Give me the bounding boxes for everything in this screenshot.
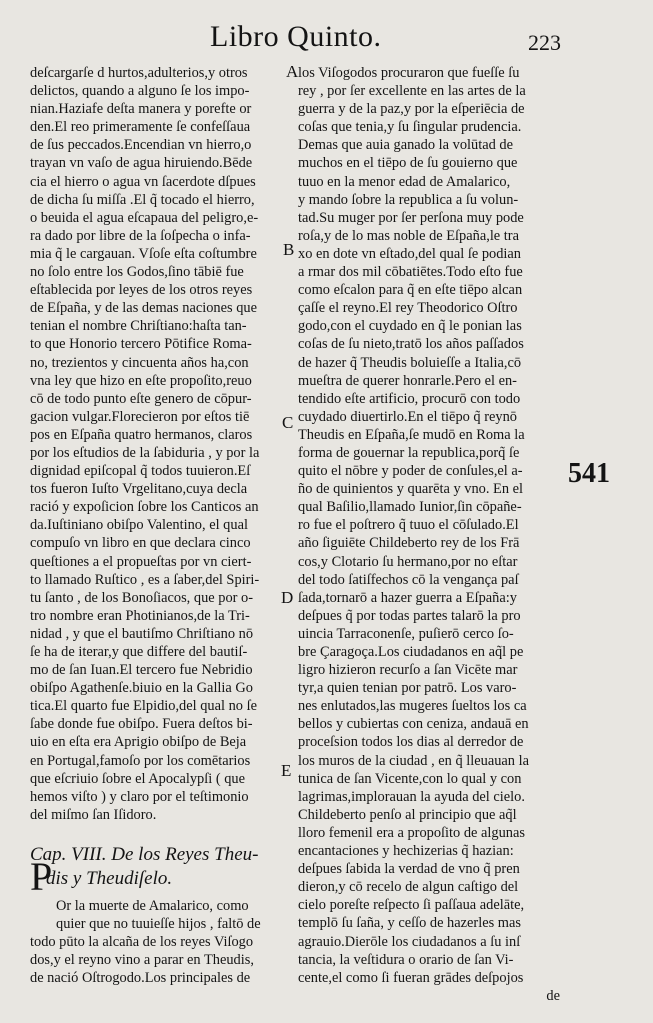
text-line: de Eſpaña, y de las demas naciones que	[30, 300, 257, 317]
text-line: de hazer q̃ Theudis boluieſſe a Italia,cō	[298, 354, 522, 371]
text-line: xo en dote vn eſtado,del qual ſe podian	[298, 245, 521, 262]
page-number: 223	[528, 30, 561, 55]
text-line: cia el hierro o agua vn ſacerdote dſpues	[30, 173, 256, 190]
text-line: cente,el como ſi fueran grādes deſpojos	[298, 969, 524, 986]
text-line: los muros de la ciudad , en q̃ lleuauan la	[298, 752, 529, 769]
text-line: vna ley que hizo en eſte propoſito,reuo	[30, 372, 252, 389]
text-line: Demas que auia ganado la volūtad de	[298, 137, 513, 154]
text-line: tunica de ſan Vicente,con lo qual y con	[298, 770, 522, 787]
text-line: coſas que tenia,y ſu ſingular prudencia.	[298, 119, 522, 136]
text-line: ligro hizieron recurſo a ſan Vicēte mar	[298, 662, 518, 679]
text-line: quito el nōbre y poder de conſules,el a-	[298, 463, 523, 480]
text-line: bre Çaragoça.Los ciudadanos en aq̃l pe	[298, 644, 524, 660]
text-line: tad.Su muger por ſer perſona muy pode	[298, 209, 524, 226]
text-line: rey , por ſer excellente en las artes de la	[298, 83, 526, 100]
text-line: hemos viſto ) y claro por el teſtimonio	[30, 788, 249, 805]
text-line: tos fueron Iuſto Vrgelitano,cuya decla	[30, 481, 248, 498]
left-column-text-bottom	[30, 897, 280, 987]
text-line: coſas de ſu nieto,tratō los años paſſados	[298, 336, 524, 353]
margin-letter-c: C	[282, 413, 294, 432]
text-line: nes enlutados,las mugeres ſueltos los ca	[298, 698, 527, 715]
right-column	[298, 64, 560, 1005]
text-line: de nació Oſtrogodo.Los principales de	[30, 970, 251, 987]
text-line: los Viſogodos procuraron que fueſſe ſu	[298, 65, 520, 81]
text-line: y mando ſobre la republica a ſu volun-	[298, 191, 519, 208]
text-line: del miſmo ſan Iſidoro.	[30, 806, 157, 823]
chapter-heading-line: Cap. VIII. De los Reyes Theu-	[30, 843, 259, 865]
text-line: Or la muerte de Amalarico, como	[56, 897, 249, 914]
margin-letter-d: D	[281, 588, 294, 607]
text-line: dignidad epiſcopal q̃ todos tuuieron.Eſ	[30, 463, 251, 480]
text-line: delictos, quando a alguno ſe los impo-	[30, 83, 250, 100]
text-line: ſe ha de iterar,y que differe del bautiſ-	[30, 644, 248, 660]
text-line: ſabe donde fue obiſpo. Fuera deſtos bi-	[30, 716, 253, 733]
text-line: deſpues q̃ por todas partes talarō la pro	[298, 607, 521, 624]
text-line: templō ſu ſaña, y ceſſo de hazerles mas	[298, 915, 521, 932]
text-line: dos,y el reyno vino a parar en Theudis,	[30, 952, 254, 969]
text-line: mo de ſan Iuan.El tercero fue Nebridio	[30, 662, 253, 679]
text-line: dieron,y cō recelo de algun caſtigo del	[298, 879, 519, 896]
text-line: no, trezientos y cincuenta años ha,con	[30, 354, 249, 371]
text-line: proceſsion todos los dias al derredor de	[298, 734, 524, 751]
text-line: tuuo en la menor edad de Amalarico,	[298, 173, 511, 190]
text-line: to que Honorio tercero Pōtifice Roma-	[30, 336, 252, 353]
running-header: Libro Quinto.	[210, 20, 382, 53]
text-line: no ſolo entre los Godos,ſino tābiē fue	[30, 264, 244, 281]
text-line: cuydado diuertirlo.En el tiēpo q̃ reynō	[298, 408, 517, 425]
text-line: como eſcalon para q̃ en eſte tiēpo alcan	[298, 282, 523, 299]
text-line: forma de gouernar la republica,porq̃ ſe	[298, 444, 520, 461]
text-line: tendido eſte artificio, procurō con todo	[298, 390, 521, 407]
text-line: ño de quinientos y quarēta y vno. En el	[298, 481, 524, 498]
text-line: mueſtra de querer honrarle.Pero el en-	[298, 372, 517, 389]
text-line: qual Baſilio,llamado Iunior,ſin cōpañe-	[298, 499, 522, 516]
text-line: uincia Tarraconenſe, puſierō cerco ſo-	[298, 625, 514, 642]
text-line: tu ſanto , de los Bonoſiacos, que por o-	[30, 589, 254, 606]
text-line: den.El reo primeramente ſe confeſſaua	[30, 119, 251, 136]
text-line: muchos en el tiēpo de ſu gouierno que	[298, 155, 518, 172]
text-line: de	[546, 987, 560, 1004]
margin-year-number: 541	[568, 458, 610, 489]
text-line: quier que no tuuieſſe hijos , faltō de	[56, 916, 261, 933]
drop-initial-letter: P	[30, 854, 53, 899]
text-line: de dicha ſu miſſa .El q̃ tocado el hierro,	[30, 191, 255, 208]
text-line: que eſcriuio ſobre el Apocalypſi ( que	[30, 770, 245, 787]
text-line: çaſſe el reyno.El rey Theodorico Oſtro	[298, 300, 518, 317]
margin-letter-e: E	[281, 761, 292, 780]
text-line: da.Iuſtiniano obiſpo Valentino, el qual	[30, 517, 248, 534]
left-column-text-top	[30, 64, 280, 824]
text-line: cielo poreſte reſpecto ſi paſſaua adelāte,	[298, 897, 525, 914]
text-line: o beuida el agua eſcapaua del peligro,e-	[30, 209, 259, 226]
text-line: a rmar dos mil cōbatiētes.Todo eſto fue	[298, 264, 523, 281]
text-line: nian.Haziafe deſta manera y porefte or	[30, 101, 252, 118]
text-line: bellos y cubiertas con ceniza, andauā en	[298, 716, 529, 733]
text-line: ſada,tornarō a hazer guerra a Eſpaña:y	[298, 589, 517, 606]
text-line: ració y expoſicion ſobre los Canticos an	[30, 499, 259, 516]
text-line: ra dado por libre de la ſoſpecha o infa-	[30, 227, 251, 244]
chapter-heading	[30, 843, 280, 891]
left-column	[30, 64, 280, 987]
text-line: gacion vulgar.Florecieron por eſtos tiē	[30, 408, 250, 425]
text-line: godo,con el cuydado en q̃ le ponian las	[298, 318, 522, 335]
text-line: guerra y de la paz,y por la eſperiēcia de	[298, 101, 525, 118]
text-line: del todo ſatiſfechos cō la vengança paſ	[298, 571, 519, 588]
text-line: cō de todo punto eſte genero de cōpur-	[30, 390, 252, 407]
text-line: compuſo vn libro en que declara cinco	[30, 535, 251, 552]
text-line: uio en eſta era Aprigio obiſpo de Beja	[30, 734, 247, 751]
text-line: eſtablecida por leyes de los otros reyes	[30, 282, 253, 299]
text-line: nidad , y que el bautiſmo Chriſtiano nō	[30, 625, 254, 642]
text-line: tica.El quarto fue Elpidio,del qual no ſe	[30, 698, 257, 715]
text-line: queſtiones a el propueſtas por vn ciert-	[30, 553, 252, 570]
text-line: pos en Eſpaña quatro hermanos, claros	[30, 426, 253, 443]
text-line: Childeberto penſo al principio que aq̃l	[298, 806, 517, 823]
text-line: lloro femenil era a propoſito de algunas	[298, 824, 525, 841]
text-line: cos,y Clotario ſu hermano,por no eſtar	[298, 553, 518, 570]
text-line: obiſpo Agathenſe.biuio en la Gallia Go	[30, 680, 254, 697]
text-line: tancia, la veſtidura o orario de ſan Vi-	[298, 951, 514, 968]
margin-letter-b: B	[283, 240, 295, 259]
text-line: lagrimas,implorauan la ayuda del cielo.	[298, 788, 525, 805]
text-line: tro nombre eran Photinianos,de la Tri-	[30, 607, 250, 624]
text-line: deſcargarſe d hurtos,adulterios,y otros	[30, 65, 248, 81]
text-line: mia q̃ le cargauan. Vſoſe eſta coſtumbre	[30, 245, 257, 262]
text-line: todo pūto la alcaña de los reyes Viſogo	[30, 934, 254, 951]
text-line: encantaciones y hechizerias q̃ hazian:	[298, 843, 514, 860]
text-line: deſpues ſabida la verdad de vno q̃ pren	[298, 861, 520, 878]
text-line: agrauio.Dierōle los ciudadanos a ſu inſ	[298, 933, 521, 950]
text-line: Theudis en Eſpaña,ſe mudō en Roma la	[298, 426, 525, 443]
text-line: por los eſtudios de la ſabiduria , y por la	[30, 444, 260, 461]
text-line: en Portugal,famoſo por los comētarios	[30, 752, 251, 769]
text-line: roſa,y de lo mas noble de Eſpaña,le tra	[298, 227, 519, 244]
text-line: de ſus peccados.Encendian vn hierro,o	[30, 137, 252, 154]
text-line: to llamado Ruſtico , es a ſaber,del Spiri-	[30, 571, 260, 588]
margin-letter-a: A	[286, 62, 299, 81]
text-line: tyr,a quien tenian por patrō. Los varo-	[298, 680, 517, 697]
text-line: tenian el nombre Chriſtiano:haſta tan-	[30, 318, 247, 335]
text-line: ro fue el poſtrero q̃ tuuo el cōſulado.El	[298, 517, 519, 534]
text-line: trayan vn vaſo de agua hiruiendo.Bēde	[30, 155, 253, 172]
chapter-heading-line: dis y Theudiſelo.	[46, 867, 173, 889]
text-line: año ſiguiēte Childeberto rey de los Frā	[298, 535, 520, 552]
